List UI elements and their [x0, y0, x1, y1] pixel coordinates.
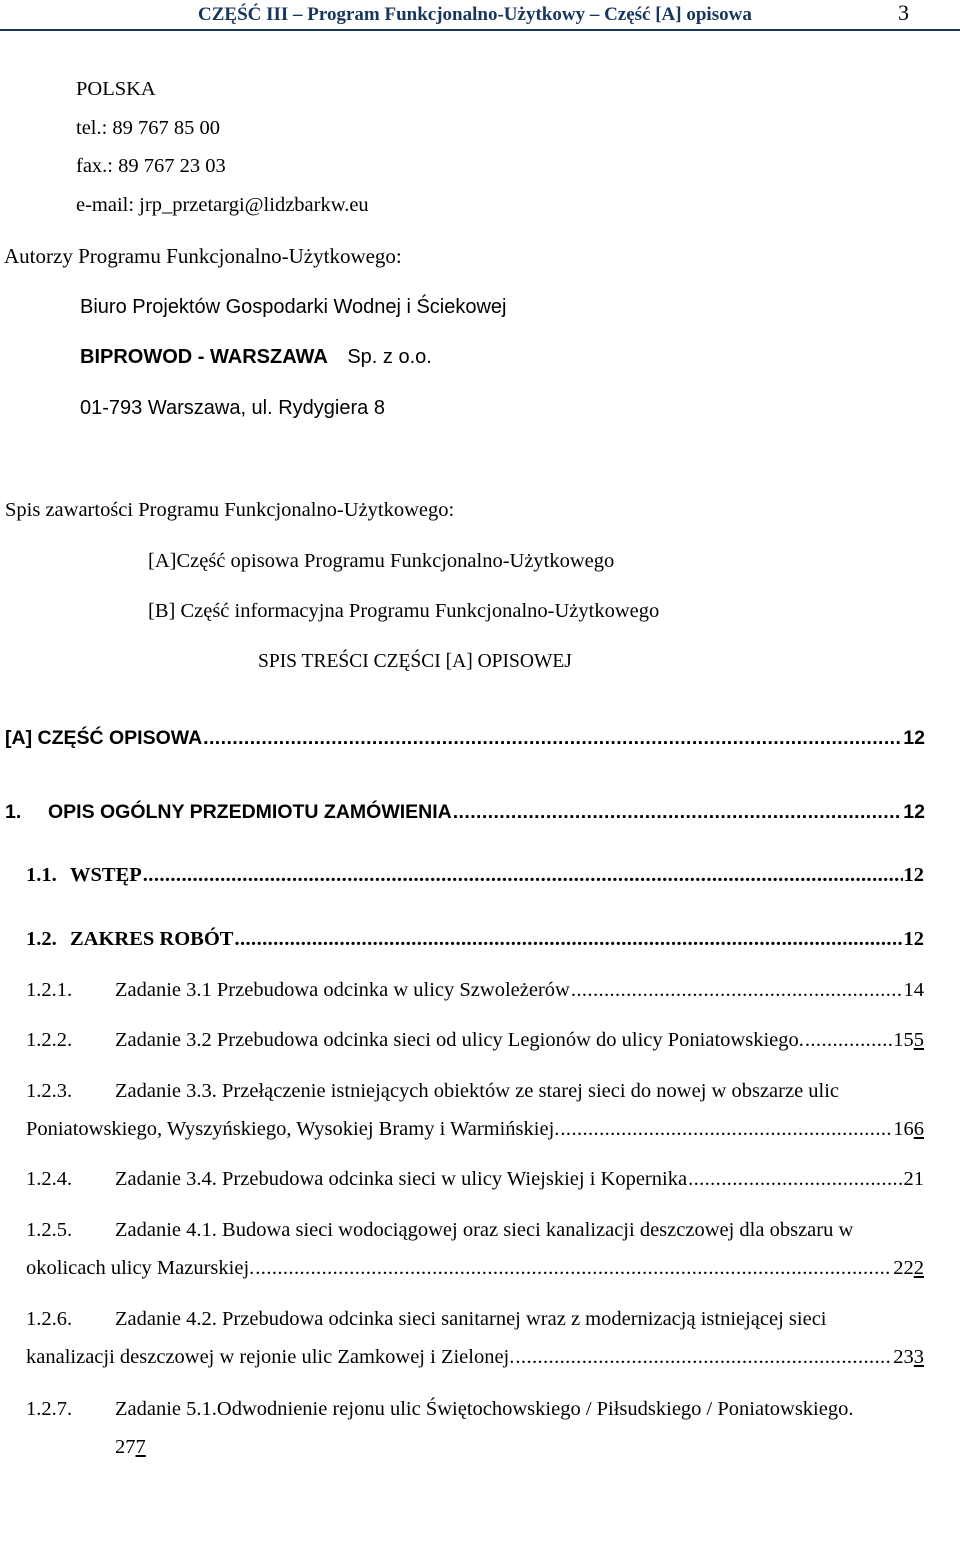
- toc-leader: [255, 1257, 892, 1280]
- toc-leader: [143, 864, 903, 887]
- toc-entry-text: Zadanie 3.3. Przełączenie istniejących obiektów ze starej sieci do nowej w obszarze ulic: [115, 1080, 840, 1102]
- toc-leader: [234, 928, 902, 951]
- address-fax: fax.: 89 767 23 03: [76, 155, 226, 177]
- toc-entry-number: 1.2.4.: [26, 1168, 73, 1190]
- toc-leader: [515, 1346, 892, 1369]
- toc-entry-text: OPIS OGÓLNY PRZEDMIOTU ZAMÓWIENIA: [48, 801, 452, 823]
- toc-entry-1-2-3-line1[interactable]: [26, 1080, 839, 1103]
- toc-entry-text: okolicach ulicy Mazurskiej.: [26, 1257, 255, 1279]
- toc-entry-text: Zadanie 3.1 Przebudowa odcinka w ulicy Szwoleżerów: [115, 979, 570, 1001]
- toc-entry-number: 1.2.3.: [26, 1080, 73, 1102]
- toc-entry-text: Zadanie 3.4. Przebudowa odcinka sieci w ulicy Wiejskiej i Kopernika: [115, 1168, 688, 1190]
- toc-entry-1-2-3-line2[interactable]: [26, 1118, 924, 1141]
- toc-entry-1-1[interactable]: [26, 864, 924, 887]
- toc-entry-a[interactable]: [5, 727, 925, 750]
- toc-entry-text: Zadanie 5.1.Odwodnienie rejonu ulic Świętochowskiego / Piłsudskiego / Poniatowskiego.: [115, 1398, 854, 1420]
- author-company-name: Biuro Projektów Gospodarki Wodnej i Ściekowej: [80, 296, 507, 318]
- toc-leader: [571, 979, 903, 1002]
- toc-entry-number: 1.: [5, 801, 22, 823]
- toc-page-number: 14: [903, 979, 924, 1001]
- toc-entry-text: Zadanie 4.2. Przebudowa odcinka sieci sanitarnej wraz z modernizacją istniejącej sieci: [115, 1308, 827, 1330]
- authors-heading: Autorzy Programu Funkcjonalno-Użytkowego:: [4, 244, 402, 268]
- toc-entry-text: ZAKRES ROBÓT: [70, 928, 234, 950]
- toc-entry-number: 1.2.7.: [26, 1398, 73, 1420]
- address-country: POLSKA: [76, 78, 156, 100]
- toc-page-number: 222: [893, 1257, 924, 1279]
- author-company-short: [80, 346, 432, 369]
- header-divider: [0, 29, 960, 31]
- toc-page-number: 155: [893, 1029, 924, 1051]
- contents-item-a: [A]Część opisowa Programu Funkcjonalno-Użytkowego: [148, 550, 615, 572]
- author-company-brand: BIPROWOD - WARSZAWA: [80, 346, 328, 368]
- toc-entry-number: 1.2.5.: [26, 1219, 73, 1241]
- toc-leader: [805, 1029, 892, 1052]
- toc-entry-number: 1.1.: [26, 864, 57, 886]
- toc-entry-number: 1.2.2.: [26, 1029, 73, 1051]
- author-company-form: Sp. z o.o.: [347, 346, 432, 368]
- toc-leader: [688, 1168, 902, 1191]
- toc-entry-1-2-5-line1[interactable]: [26, 1219, 853, 1242]
- author-company-address: 01-793 Warszawa, ul. Rydygiera 8: [80, 397, 385, 419]
- toc-page-number: 12: [903, 928, 924, 950]
- toc-entry-text: Zadanie 3.2 Przebudowa odcinka sieci od ulicy Legionów do ulicy Poniatowskiego.: [115, 1029, 804, 1051]
- toc-entry-1-2-5-line2[interactable]: [26, 1257, 924, 1280]
- toc-entry-1-2-6-line1[interactable]: [26, 1308, 827, 1331]
- toc-entry-text: Poniatowskiego, Wyszyńskiego, Wysokiej Bramy i Warmińskiej.: [26, 1118, 560, 1140]
- toc-entry-1-2-4[interactable]: [26, 1168, 924, 1191]
- running-header: CZĘŚĆ III – Program Funkcjonalno-Użytkowy – Część [A] opisowa: [198, 4, 752, 25]
- toc-entry-text: WSTĘP: [70, 864, 142, 886]
- toc-entry-number: 1.2.1.: [26, 979, 73, 1001]
- toc-page-number: 12: [903, 727, 925, 749]
- toc-entry-1-2-2[interactable]: [26, 1029, 924, 1052]
- toc-page-number[interactable]: 277: [115, 1436, 146, 1458]
- toc-entry-number: 1.2.6.: [26, 1308, 73, 1330]
- toc-heading: SPIS TREŚCI CZĘŚCI [A] OPISOWEJ: [258, 651, 572, 672]
- toc-leader: [560, 1118, 892, 1141]
- contents-item-b: [B] Część informacyjna Programu Funkcjonalno-Użytkowego: [148, 600, 660, 622]
- toc-page-number: 166: [893, 1118, 924, 1140]
- toc-leader: [203, 727, 902, 750]
- toc-entry-text: Zadanie 4.1. Budowa sieci wodociągowej oraz sieci kanalizacji deszczowej dla obszaru w: [115, 1219, 854, 1241]
- toc-entry-1-2[interactable]: [26, 928, 924, 951]
- toc-page-number: 12: [903, 801, 925, 823]
- toc-page-number: 233: [893, 1346, 924, 1368]
- address-email: e-mail: jrp_przetargi@lidzbarkw.eu: [76, 194, 369, 216]
- toc-entry-number: 1.2.: [26, 928, 57, 950]
- toc-page-number: 12: [903, 864, 924, 886]
- toc-entry-1-2-6-line2[interactable]: [26, 1346, 924, 1369]
- toc-entry-1-2-7[interactable]: [26, 1398, 853, 1421]
- contents-heading: Spis zawartości Programu Funkcjonalno-Użytkowego:: [5, 499, 455, 521]
- address-tel: tel.: 89 767 85 00: [76, 117, 221, 139]
- toc-leader: [453, 801, 903, 824]
- toc-entry-text: [A] CZĘŚĆ OPISOWA: [5, 727, 203, 749]
- page-number: 3: [898, 0, 909, 25]
- toc-entry-1-2-1[interactable]: [26, 979, 924, 1002]
- toc-page-number: 21: [903, 1168, 924, 1190]
- toc-entry-text: kanalizacji deszczowej w rejonie ulic Zamkowej i Zielonej.: [26, 1346, 515, 1368]
- toc-entry-1[interactable]: [5, 801, 925, 824]
